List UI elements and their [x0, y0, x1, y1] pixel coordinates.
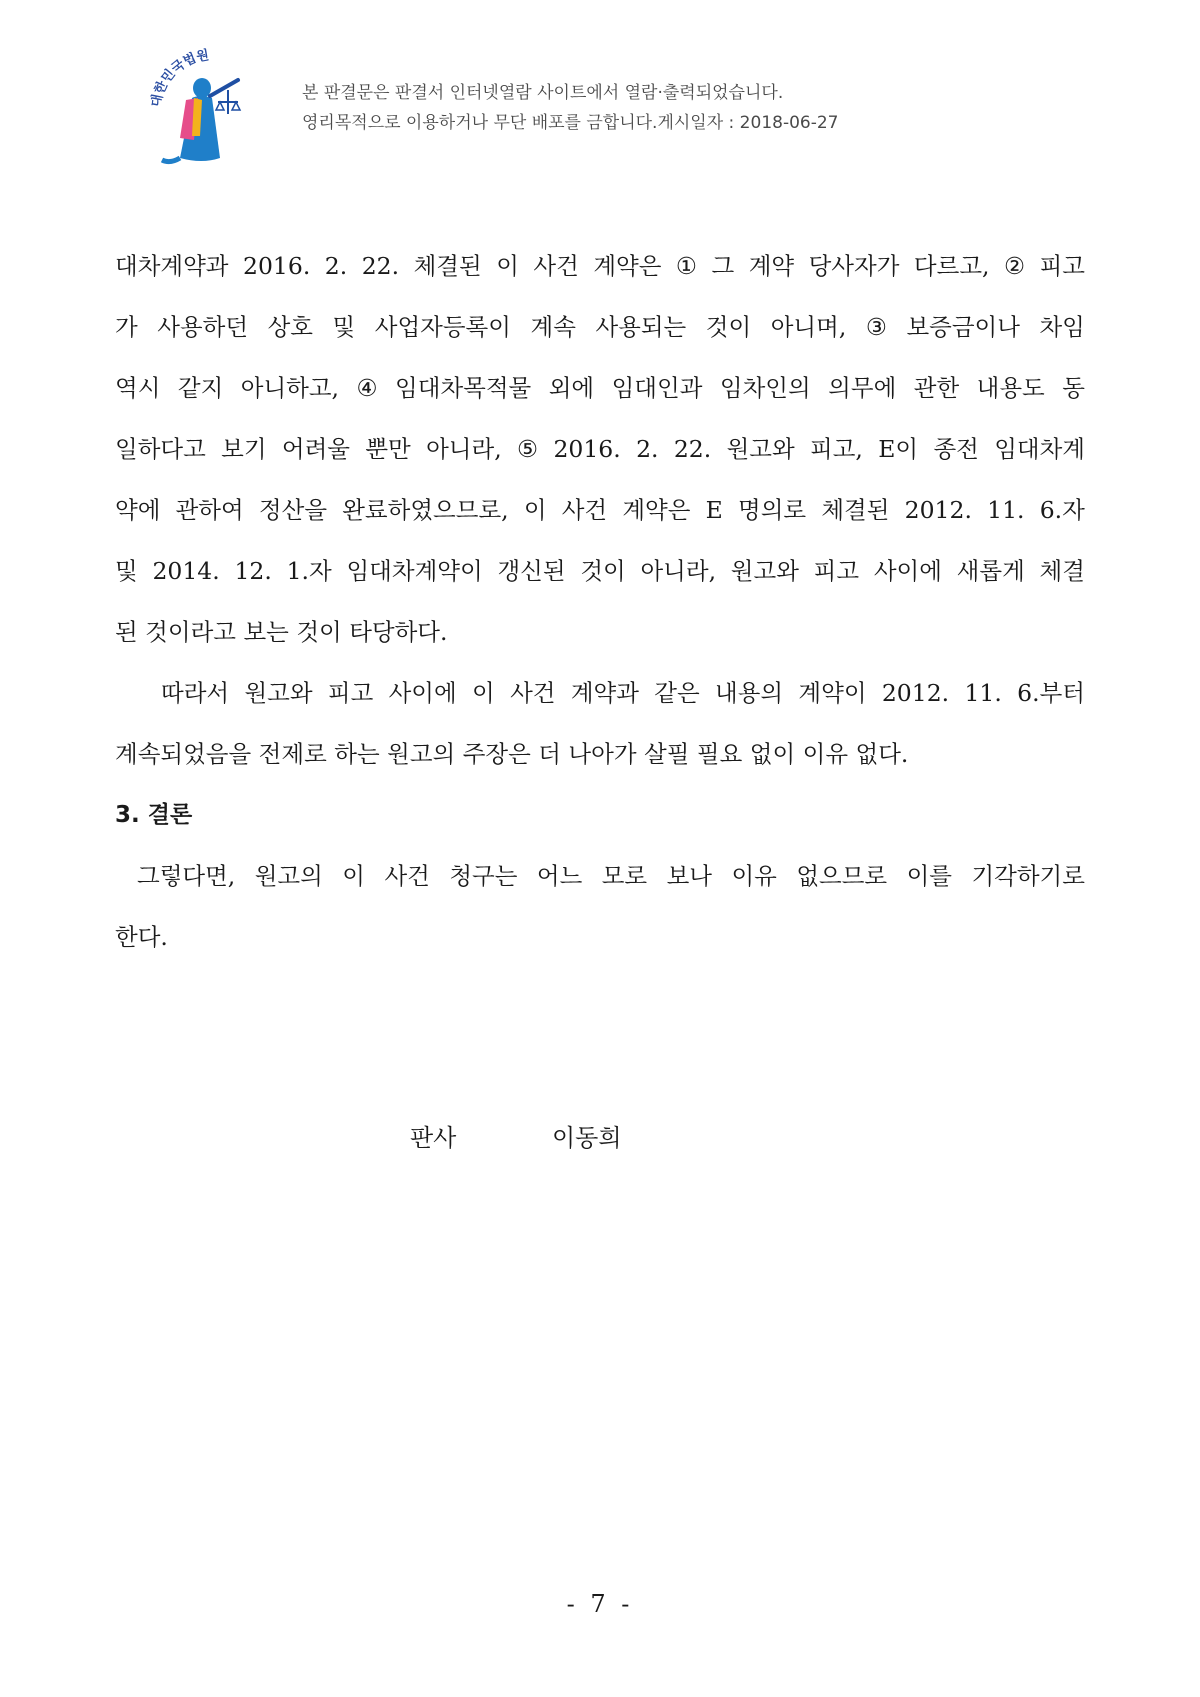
- word: 당사자가: [808, 252, 900, 280]
- paragraph-2: [115, 663, 1085, 724]
- text-line: [115, 419, 1085, 480]
- word: 그: [711, 252, 735, 280]
- word: 관한: [913, 374, 960, 402]
- word: 사건: [384, 862, 430, 890]
- word: 기각하기로: [971, 862, 1085, 890]
- word: 내용의: [714, 679, 784, 707]
- word: 이: [342, 862, 365, 890]
- word: ①: [675, 252, 697, 280]
- word: ③: [865, 313, 887, 341]
- word: 22.: [673, 435, 712, 463]
- word: 완료하였으므로,: [342, 496, 509, 524]
- word: 원고와: [244, 679, 313, 707]
- word: 2016.: [553, 435, 621, 463]
- word: 사업자등록이: [374, 313, 511, 341]
- word: 내용도: [976, 374, 1045, 402]
- text-line: [115, 541, 1085, 602]
- section-heading: 3. 결론: [115, 802, 193, 828]
- word: 11.: [987, 496, 1025, 524]
- word: 사용되는: [595, 313, 687, 341]
- word: 2.: [636, 435, 659, 463]
- word: 사용하던: [157, 313, 249, 341]
- word: 11.: [964, 679, 1002, 707]
- word: 것이: [580, 557, 626, 585]
- word: 22.: [361, 252, 400, 280]
- word: 2016.: [243, 252, 311, 280]
- notice-line-2: 영리목적으로 이용하거나 무단 배포를 금합니다.게시일자 : 2018-06-27: [302, 113, 839, 133]
- word: 일하다고: [115, 435, 206, 463]
- word: 정산을: [258, 496, 328, 524]
- paragraph-2-last-line: 계속되었음을 전제로 하는 원고의 주장은 더 나아가 살필 필요 없이 이유 없다.: [115, 740, 909, 768]
- court-logo: [140, 40, 280, 170]
- word: 동: [1062, 374, 1085, 402]
- word: 및: [115, 557, 138, 585]
- paragraph-1-last-line: 된 것이라고 보는 것이 타당하다.: [115, 618, 448, 646]
- word: 갱신된: [497, 557, 566, 585]
- word: 2.: [324, 252, 348, 280]
- notice-text: [302, 78, 838, 138]
- word: 청구는: [449, 862, 518, 890]
- page-number: - 7 -: [566, 1590, 634, 1618]
- judge-title: 판사: [410, 1124, 457, 1152]
- word: 관하여: [175, 496, 244, 524]
- word: 같은: [654, 679, 700, 707]
- word: 종전: [933, 435, 979, 463]
- judge-signature: [410, 1118, 622, 1153]
- word: 의무에: [828, 374, 897, 402]
- word: 임차인의: [719, 374, 811, 402]
- word: 그렇다면,: [137, 862, 236, 890]
- text-line: [115, 297, 1085, 358]
- word: 아니며,: [770, 313, 847, 341]
- word: 따라서: [161, 679, 230, 707]
- word: 보기: [221, 435, 267, 463]
- word: 없으므로: [796, 862, 888, 890]
- text-line: [137, 846, 1085, 907]
- word: 2014.: [152, 557, 220, 585]
- word: 체결: [1039, 557, 1085, 585]
- word: 새롭게: [956, 557, 1025, 585]
- word: 계약이: [798, 679, 867, 707]
- word: 아니하고,: [240, 374, 340, 402]
- word: 원고의: [254, 862, 323, 890]
- word: 계약은: [622, 496, 691, 524]
- word: 것이: [705, 313, 752, 341]
- word: 6.자: [1039, 496, 1085, 524]
- word: 피고: [813, 557, 860, 585]
- word: E: [705, 496, 723, 524]
- word: 모로: [601, 862, 648, 890]
- word: 6.부터: [1017, 679, 1085, 707]
- text-line: [161, 663, 1085, 724]
- word: 이: [496, 252, 519, 280]
- word: ④: [356, 374, 378, 402]
- word: 체결된: [413, 252, 482, 280]
- word: ②: [1004, 252, 1026, 280]
- word: 사건: [561, 496, 608, 524]
- word: 어느: [536, 862, 583, 890]
- word: 뿐만: [365, 435, 411, 463]
- word: 1.자: [286, 557, 332, 585]
- word: 역시: [115, 374, 161, 402]
- word: 보증금이나: [906, 313, 1020, 341]
- word: 체결된: [821, 496, 890, 524]
- word: 및: [332, 313, 356, 341]
- word: 이를: [906, 862, 952, 890]
- word: ⑤: [517, 435, 539, 463]
- svg-text:대한민국법원: 대한민국법원: [148, 48, 211, 109]
- document-body: [115, 236, 1085, 968]
- word: 이유: [731, 862, 777, 890]
- word: 피고: [327, 679, 374, 707]
- word: 12.: [234, 557, 272, 585]
- notice-line-1: 본 판결문은 판결서 인터넷열람 사이트에서 열람·출력되었습니다.: [302, 83, 784, 103]
- word: 임대인과: [611, 374, 703, 402]
- word: 2012.: [881, 679, 950, 707]
- word: 사건: [533, 252, 579, 280]
- text-line: [115, 358, 1085, 419]
- word: 가: [115, 313, 138, 341]
- page-header: [140, 40, 1140, 170]
- word: 이: [472, 679, 495, 707]
- word: 대차계약과: [115, 252, 229, 280]
- word: 아니라,: [426, 435, 502, 463]
- word: 아니라,: [640, 557, 717, 585]
- word: 사이에: [388, 679, 457, 707]
- word: 약에: [115, 496, 161, 524]
- judge-name: 이동희: [552, 1124, 622, 1152]
- word: 명의로: [738, 496, 807, 524]
- paragraph-3-last-line: 한다.: [115, 923, 168, 951]
- word: 이: [523, 496, 547, 524]
- word: 보나: [666, 862, 712, 890]
- word: 차임: [1039, 313, 1085, 341]
- word: 상호: [267, 313, 313, 341]
- word: 다르고,: [913, 252, 990, 280]
- word: 2012.: [904, 496, 972, 524]
- word: 원고와: [726, 435, 795, 463]
- paragraph-3: [115, 846, 1085, 907]
- word: 계속: [530, 313, 576, 341]
- word: E이: [878, 435, 919, 463]
- word: 계약: [748, 252, 795, 280]
- word: 임대차목적물: [395, 374, 532, 402]
- word: 사건: [510, 679, 556, 707]
- paragraph-1: [115, 236, 1085, 602]
- word: 피고: [1039, 252, 1085, 280]
- word: 같지: [177, 374, 224, 402]
- word: 임대차계: [994, 435, 1085, 463]
- word: 외에: [548, 374, 595, 402]
- word: 원고와: [730, 557, 799, 585]
- word: 계약과: [570, 679, 639, 707]
- text-line: [115, 236, 1085, 297]
- word: 임대차계약이: [346, 557, 483, 585]
- word: 어려울: [281, 435, 351, 463]
- word: 피고,: [810, 435, 863, 463]
- word: 계약은: [593, 252, 662, 280]
- text-line: [115, 480, 1085, 541]
- word: 사이에: [873, 557, 942, 585]
